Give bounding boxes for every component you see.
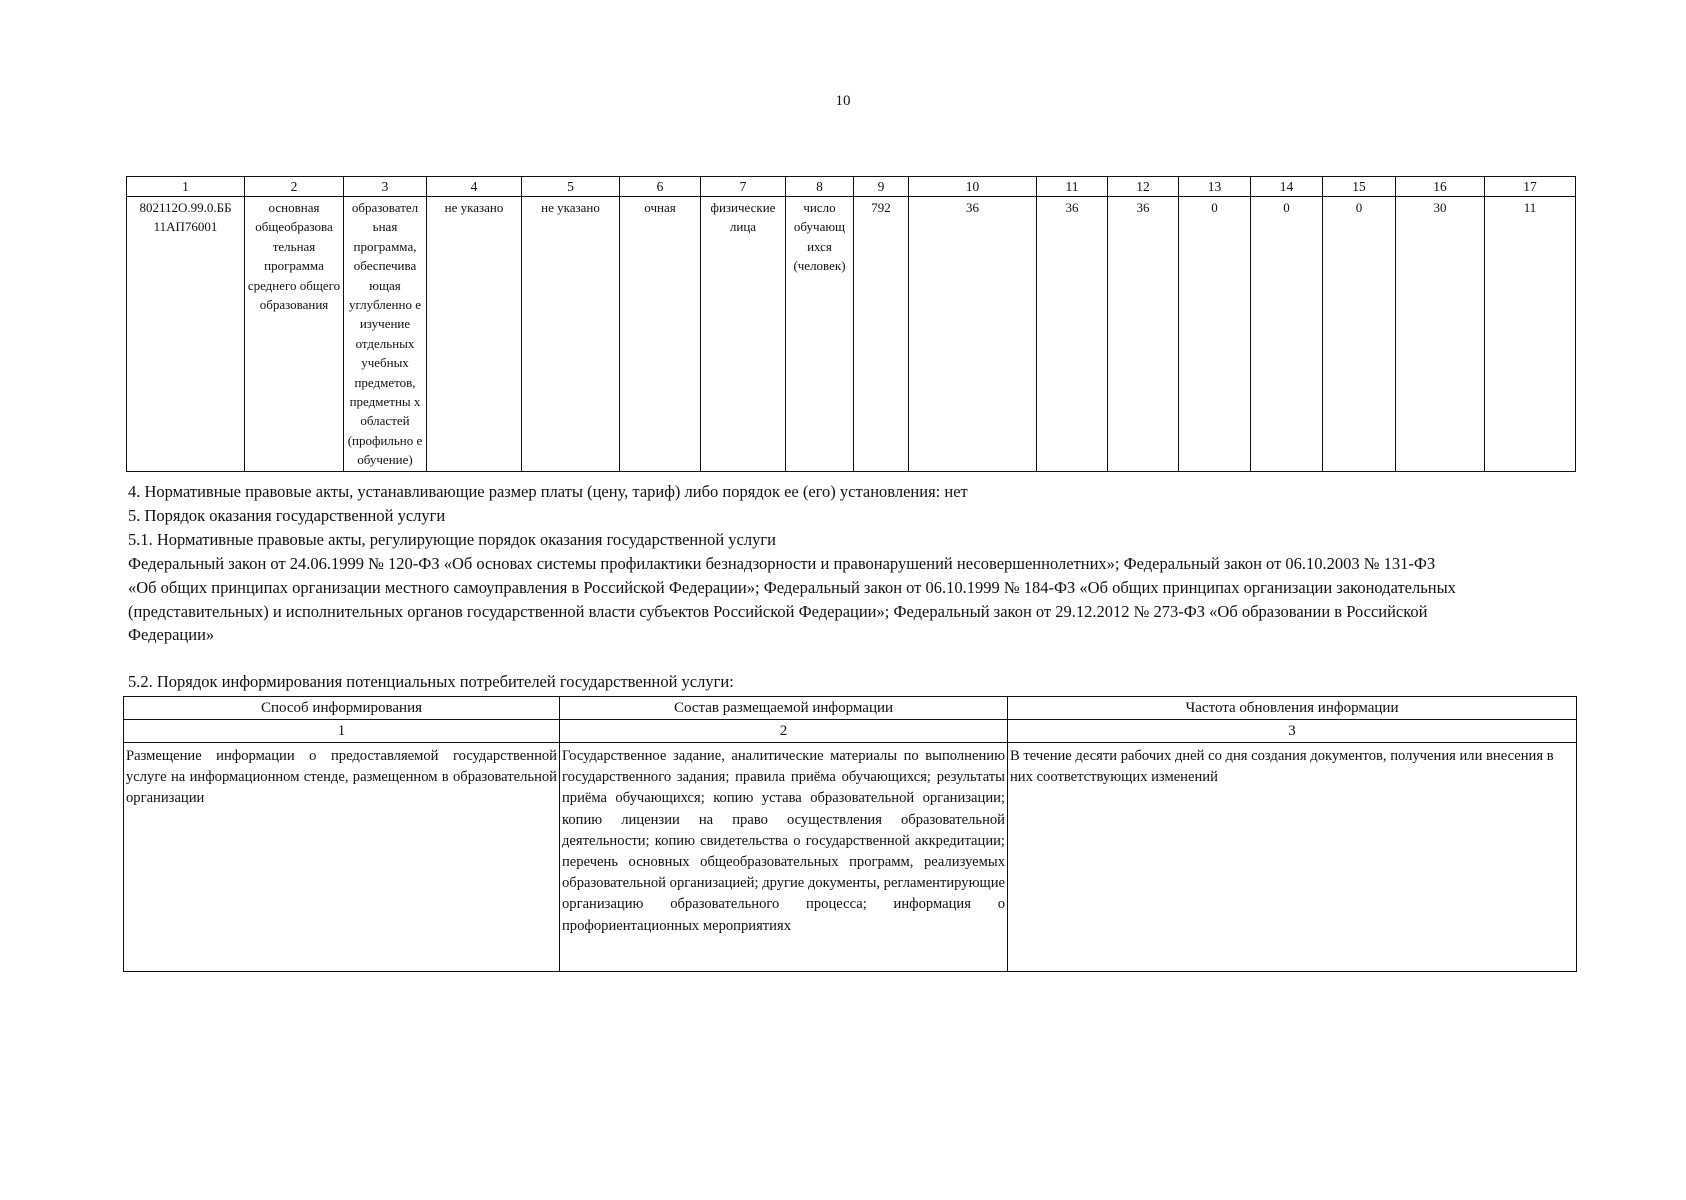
column-number: 2	[245, 177, 344, 197]
section-4-paragraph: 4. Нормативные правовые акты, устанавливающие размер платы (цену, тариф) либо порядок ее (его) установления: нет	[128, 482, 968, 501]
value-cell: 36	[909, 197, 1037, 472]
section-5-heading: 5. Порядок оказания государственной услуги	[128, 505, 446, 525]
column-number: 17	[1485, 177, 1576, 197]
service-volume-table	[126, 176, 1576, 472]
column-header: Состав размещаемой информации	[560, 697, 1008, 720]
column-number: 10	[909, 177, 1037, 197]
legal-acts-line: «Об общих принципах организации местного самоуправления в Российской Федерации»; Федеральный закон от 06.10.1999 № 184-ФЗ «Об общих принципах организации законодательных	[128, 577, 1456, 597]
value-cell: 0	[1323, 197, 1396, 472]
informing-method-cell: Размещение информации о предоставляемой государственной услуге на информационном стенде, размещенном в образовательной организации	[124, 743, 560, 972]
column-number: 5	[522, 177, 620, 197]
section-5-1-heading: 5.1. Нормативные правовые акты, регулирующие порядок оказания государственной услуги	[128, 529, 776, 549]
value-cell: 36	[1037, 197, 1108, 472]
column-header: Способ информирования	[124, 697, 560, 720]
column-number-row	[124, 720, 1577, 743]
table-cell: не указано	[427, 197, 522, 472]
column-number: 1	[124, 720, 560, 743]
column-number: 16	[1396, 177, 1485, 197]
legal-acts-line: (представительных) и исполнительных органов государственной власти субъектов Российской Федерации»; Федеральный закон от 29.12.2012 № 273-ФЗ «Об образовании в Российской	[128, 601, 1428, 621]
column-number: 9	[854, 177, 909, 197]
column-number: 3	[344, 177, 427, 197]
column-number: 7	[701, 177, 786, 197]
column-header: Частота обновления информации	[1008, 697, 1577, 720]
column-number: 8	[786, 177, 854, 197]
value-cell: 0	[1179, 197, 1251, 472]
table-cell: не указано	[522, 197, 620, 472]
table-row	[124, 743, 1577, 972]
column-number: 1	[127, 177, 245, 197]
value-cell: 11	[1485, 197, 1576, 472]
column-number: 12	[1108, 177, 1179, 197]
value-cell: 0	[1251, 197, 1323, 472]
column-number: 6	[620, 177, 701, 197]
legal-acts-line: Федерации»	[128, 625, 215, 645]
unit-code-cell: 792	[854, 197, 909, 472]
table-header-row	[124, 697, 1577, 720]
program-type-cell: основная общеобразова тельная программа среднего общего образования	[245, 197, 344, 472]
column-number: 11	[1037, 177, 1108, 197]
column-number: 2	[560, 720, 1008, 743]
column-number: 13	[1179, 177, 1251, 197]
information-content-cell: Государственное задание, аналитические материалы по выполнению государственного задания; правила приёма обучающихся; результаты приёма обучающихся; копию устава образовательной организации; копию лицензии на право осуществления образовательной деятельности; копию свидетельства о государственной аккредитации; перечень основных общеобразовательных программ, реализуемых образовательной организацией; другие документы, регламентирующие организацию образовательного процесса; информация о профориентационных мероприятиях	[560, 743, 1008, 972]
page-number: 10	[835, 93, 851, 109]
consumer-category-cell: физические лица	[701, 197, 786, 472]
indicator-name-cell: число обучающ ихся (человек)	[786, 197, 854, 472]
column-number: 4	[427, 177, 522, 197]
study-form-cell: очная	[620, 197, 701, 472]
value-cell: 30	[1396, 197, 1485, 472]
value-cell: 36	[1108, 197, 1179, 472]
column-number: 15	[1323, 177, 1396, 197]
section-5-2-heading: 5.2. Порядок информирования потенциальных потребителей государственной услуги:	[128, 672, 734, 691]
update-frequency-cell: В течение десяти рабочих дней со дня создания документов, получения или внесения в них соответствующих изменений	[1008, 743, 1577, 972]
column-number: 14	[1251, 177, 1323, 197]
legal-acts-line: Федеральный закон от 24.06.1999 № 120-ФЗ «Об основах системы профилактики безнадзорности и правонарушений несовершеннолетних»; Федеральный закон от 06.10.2003 № 131-ФЗ	[128, 554, 1436, 573]
unique-record-number: 802112О.99.0.ББ 11АП76001	[127, 197, 245, 472]
program-description-cell: образовател ьная программа, обеспечива ющая углубленно е изучение отдельных учебных предметов, предметны х областей (профильно е обучение)	[344, 197, 427, 472]
informing-table	[123, 696, 1577, 972]
table-header-row	[127, 177, 1576, 197]
legal-acts-paragraph	[128, 552, 1578, 647]
table-row	[127, 197, 1576, 472]
column-number: 3	[1008, 720, 1577, 743]
sections-text	[128, 480, 1578, 551]
